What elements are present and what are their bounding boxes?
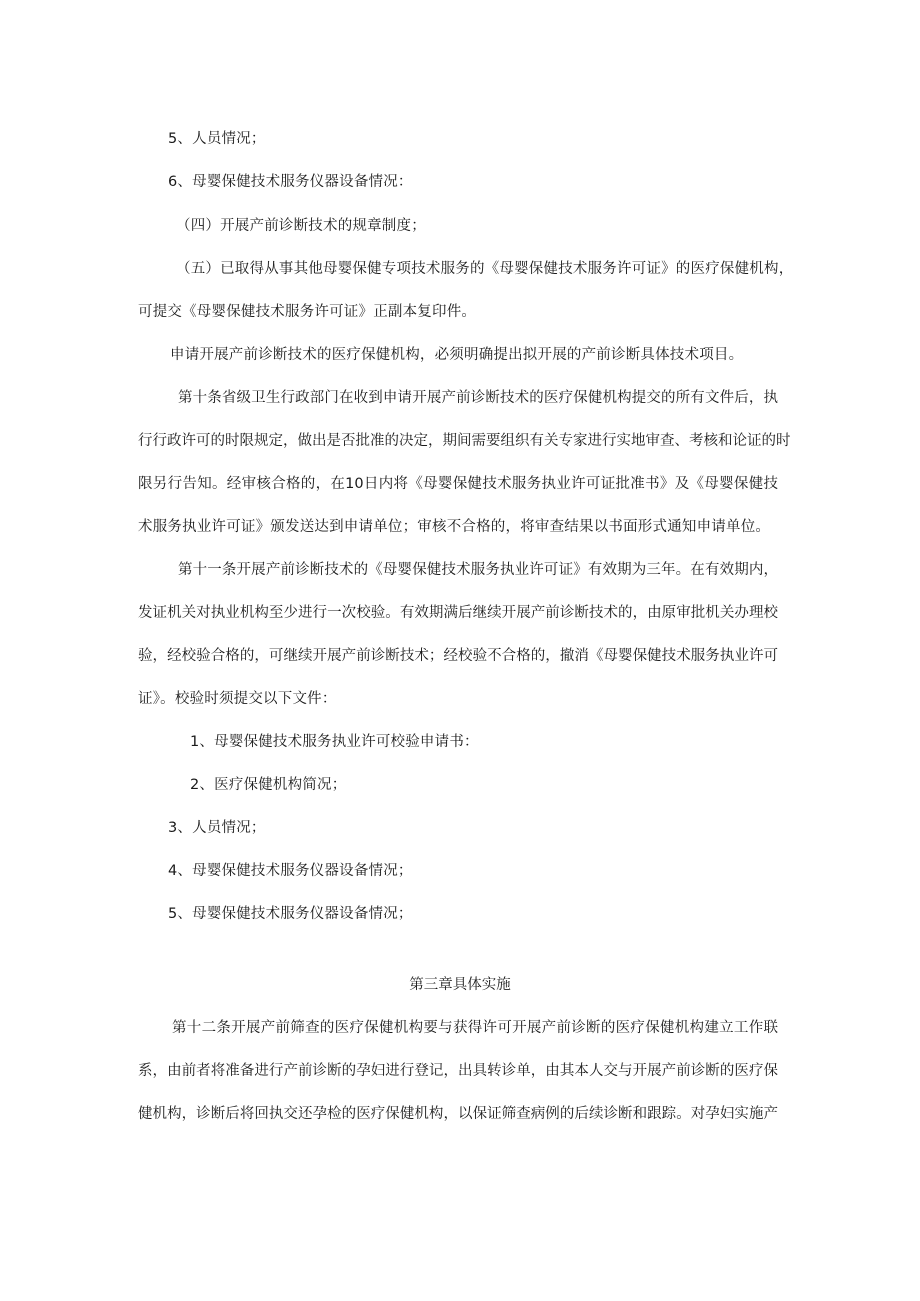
chapter-3-heading: 第三章具体实施 xyxy=(409,977,511,993)
article-10-line-3: 限另行告知。经审核合格的，在10日内将《母婴保健技术服务执业许可证批准书》及《母婴保健技 xyxy=(138,476,778,492)
list-item-equipment-3: 5、母婴保健技术服务仪器设备情况； xyxy=(168,906,413,922)
list-item-institution-profile: 2、医疗保健机构简况； xyxy=(190,777,347,793)
article-11-line-4: 证》。校验时须提交以下文件： xyxy=(138,691,337,707)
list-item-personnel-2: 3、人员情况； xyxy=(168,820,266,836)
apply-note-paragraph: 申请开展产前诊断技术的医疗保健机构，必须明确提出拟开展的产前诊断具体技术项目。 xyxy=(170,347,744,363)
article-10-line-4: 术服务执业许可证》颁发送达到申请单位；审核不合格的，将审查结果以书面形式通知申请单位。 xyxy=(138,519,771,535)
list-item-personnel: 5、人员情况； xyxy=(168,131,266,147)
list-item-existing-license-line1: （五）已取得从事其他母婴保健专项技术服务的《母婴保健技术服务许可证》的医疗保健机构， xyxy=(176,261,794,277)
article-10-line-1: 第十条省级卫生行政部门在收到申请开展产前诊断技术的医疗保健机构提交的所有文件后，执 xyxy=(178,390,778,406)
article-12-line-3: 健机构，诊断后将回执交还孕检的医疗保健机构，以保证筛查病例的后续诊断和跟踪。对孕妇实施产 xyxy=(138,1106,778,1122)
list-item-rules: （四）开展产前诊断技术的规章制度； xyxy=(176,218,426,234)
article-12-line-1: 第十二条开展产前筛查的医疗保健机构要与获得许可开展产前诊断的医疗保健机构建立工作联 xyxy=(172,1020,778,1036)
article-11-line-3: 验，经校验合格的，可继续开展产前诊断技术；经校验不合格的，撤消《母婴保健技术服务执业许可 xyxy=(138,648,778,664)
list-item-existing-license-line2: 可提交《母婴保健技术服务许可证》正副本复印件。 xyxy=(138,304,477,320)
article-12-line-2: 系，由前者将准备进行产前诊断的孕妇进行登记，出具转诊单，由其本人交与开展产前诊断的医疗保 xyxy=(138,1063,778,1079)
list-item-equipment-2: 4、母婴保健技术服务仪器设备情况； xyxy=(168,863,413,879)
article-10-line-2: 行行政许可的时限规定，做出是否批准的决定，期间需要组织有关专家进行实地审查、考核和论证的时 xyxy=(138,433,791,449)
list-item-equipment: 6、母婴保健技术服务仪器设备情况： xyxy=(168,174,413,190)
article-11-line-1: 第十一条开展产前诊断技术的《母婴保健技术服务执业许可证》有效期为三年。在有效期内， xyxy=(178,562,778,578)
list-item-verification-application: 1、母婴保健技术服务执业许可校验申请书： xyxy=(190,734,479,750)
article-11-line-2: 发证机关对执业机构至少进行一次校验。有效期满后继续开展产前诊断技术的，由原审批机关办理校 xyxy=(138,605,778,621)
